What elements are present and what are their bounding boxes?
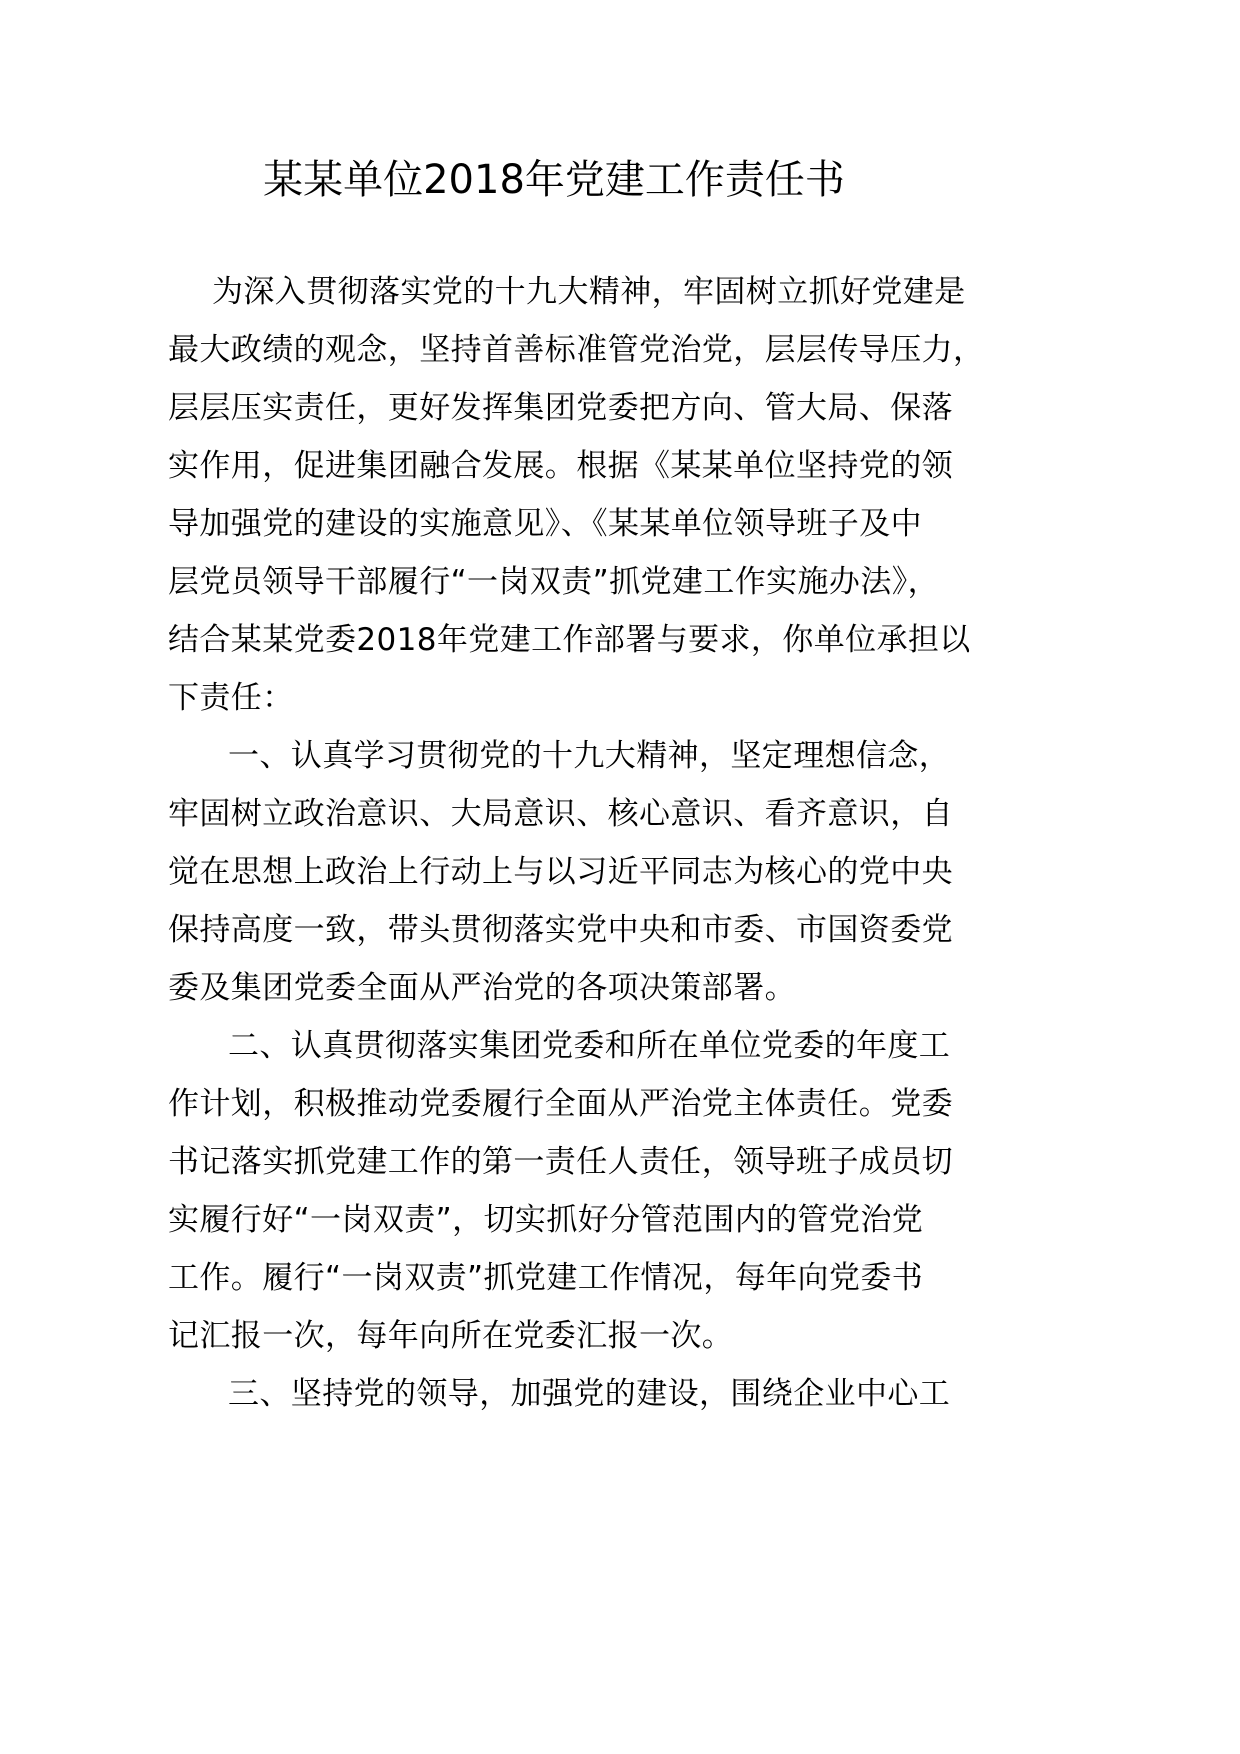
document-title: 某某单位2018年党建工作责任书: [263, 157, 845, 203]
responsibility-item-1: [168, 727, 953, 1017]
text-line: 下责任：: [168, 680, 294, 716]
text-line: 导加强党的建设的实施意见》、《某某单位领导班子及中: [168, 506, 922, 542]
text-line: 委及集团党委全面从严治党的各项决策部署。: [168, 970, 796, 1006]
text-line: 书记落实抓党建工作的第一责任人责任，领导班子成员切: [168, 1144, 953, 1180]
text-line: 结合某某党委2018年党建工作部署与要求，你单位承担以: [168, 622, 971, 658]
text-line: 二、认真贯彻落实集团党委和所在单位党委的年度工: [228, 1028, 951, 1064]
intro-paragraph: [168, 263, 985, 727]
document-body: [168, 263, 985, 1423]
text-line: 牢固树立政治意识、大局意识、核心意识、看齐意识，自: [168, 796, 953, 832]
text-line: 最大政绩的观念，坚持首善标准管党治党，层层传导压力，: [168, 332, 985, 368]
text-line: 为深入贯彻落实党的十九大精神，牢固树立抓好党建是: [212, 274, 966, 310]
text-line: 保持高度一致，带头贯彻落实党中央和市委、市国资委党: [168, 912, 953, 948]
text-line: 实作用，促进集团融合发展。根据《某某单位坚持党的领: [168, 448, 953, 484]
text-line: 层党员领导干部履行“一岗双责”抓党建工作实施办法》，: [168, 564, 940, 600]
text-line: 三、坚持党的领导，加强党的建设，围绕企业中心工: [228, 1376, 951, 1412]
text-line: 一、认真学习贯彻党的十九大精神，坚定理想信念，: [228, 738, 951, 774]
responsibility-item-2: [168, 1017, 953, 1365]
text-line: 记汇报一次，每年向所在党委汇报一次。: [168, 1318, 734, 1354]
text-line: 实履行好“一岗双责”，切实抓好分管范围内的管党治党: [168, 1202, 924, 1238]
responsibility-item-3: [168, 1365, 951, 1423]
text-line: 工作。履行“一岗双责”抓党建工作情况，每年向党委书: [168, 1260, 924, 1296]
text-line: 作计划，积极推动党委履行全面从严治党主体责任。党委: [168, 1086, 953, 1122]
text-line: 觉在思想上政治上行动上与以习近平同志为核心的党中央: [168, 854, 953, 890]
text-line: 层层压实责任，更好发挥集团党委把方向、管大局、保落: [168, 390, 953, 426]
